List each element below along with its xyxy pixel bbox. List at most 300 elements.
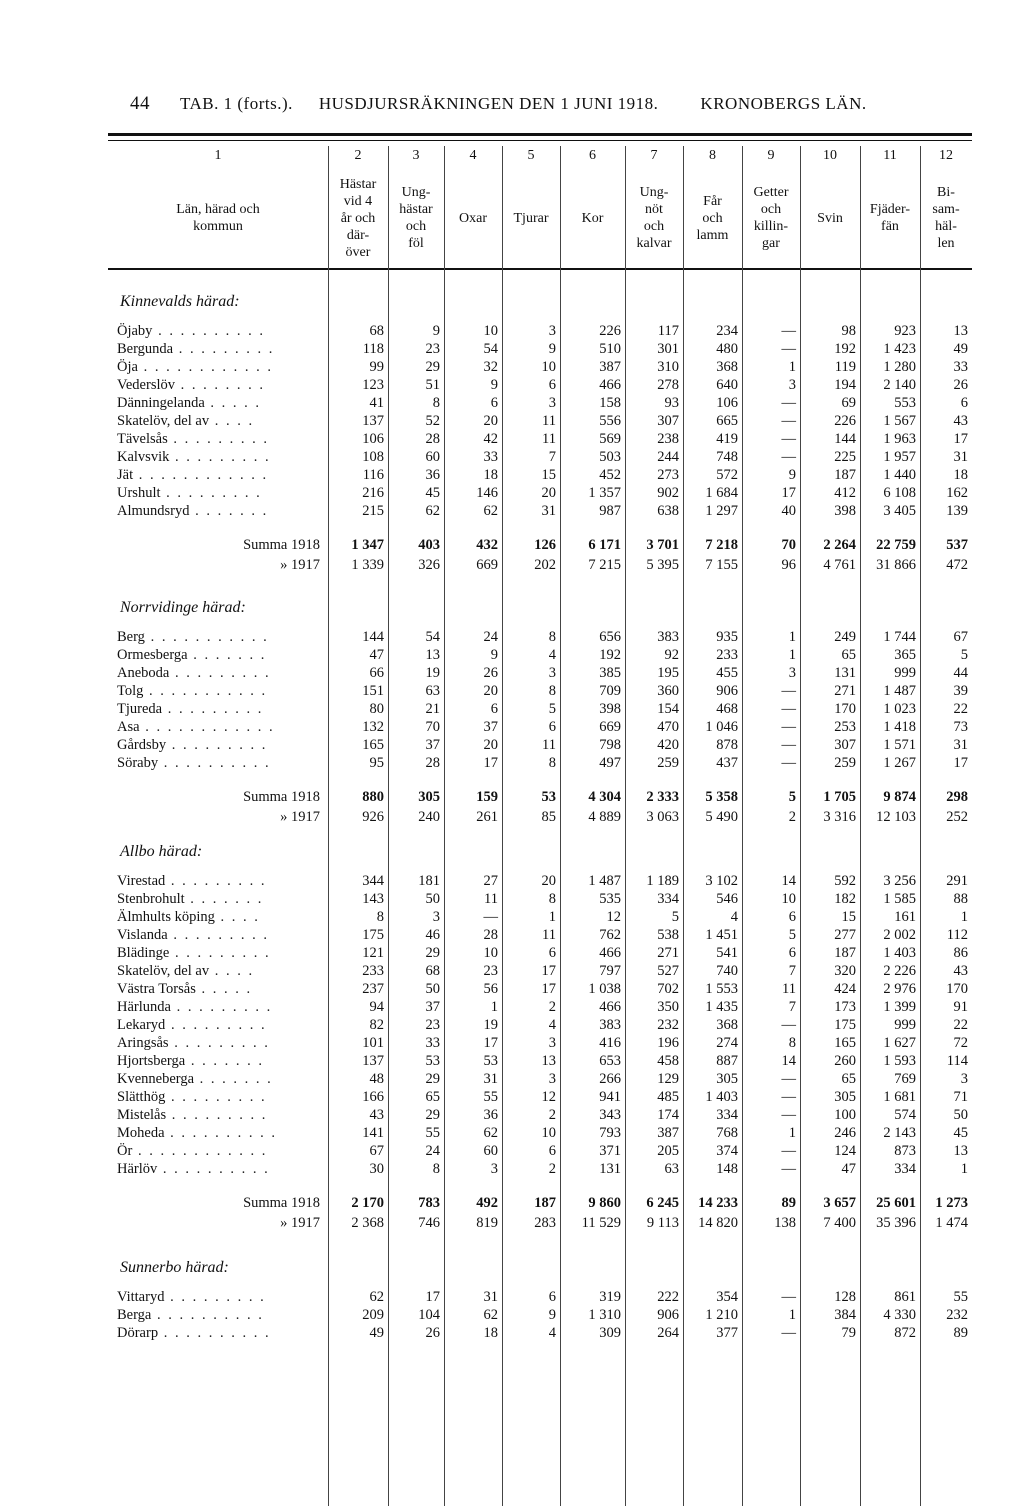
table-cell: 2 226	[883, 963, 916, 979]
table-cell: 6	[548, 1143, 556, 1159]
table-cell: 3 405	[883, 503, 916, 519]
table-cell: 3	[960, 1071, 968, 1087]
table-cell: 2 143	[883, 1125, 916, 1141]
sum-label: » 1917	[280, 1215, 320, 1231]
table-cell: 383	[657, 629, 679, 645]
table-cell: 39	[953, 683, 968, 699]
table-cell: 73	[953, 719, 968, 735]
table-row	[108, 1016, 972, 1034]
table-cell: —	[781, 323, 796, 339]
table-cell: 7 400	[823, 1215, 856, 1231]
table-cell: 139	[946, 503, 968, 519]
table-cell: 926	[362, 809, 384, 825]
table-cell: 546	[716, 891, 738, 907]
municipality-name	[117, 394, 329, 412]
table-cell: 653	[599, 1053, 621, 1069]
table-cell: 226	[599, 323, 621, 339]
table-cell: 2 333	[646, 789, 679, 805]
table-cell: 94	[369, 999, 384, 1015]
municipality-label: Vederslöv	[117, 377, 175, 393]
table-cell: 19	[483, 1017, 498, 1033]
table-cell: 71	[953, 1089, 968, 1105]
table-cell: 6 171	[588, 537, 621, 553]
municipality-label: Kvenneberga	[117, 1071, 195, 1087]
table-cell: 305	[418, 789, 440, 805]
table-cell: 8	[548, 755, 556, 771]
table-cell: 887	[716, 1053, 738, 1069]
table-cell: 138	[774, 1215, 796, 1231]
table-cell: 70	[425, 719, 440, 735]
table-cell: 100	[834, 1107, 856, 1123]
table-cell: —	[781, 1161, 796, 1177]
table-cell: 8	[432, 395, 440, 411]
municipality-name	[117, 466, 329, 484]
table-cell: 419	[716, 431, 738, 447]
table-cell: 50	[425, 981, 440, 997]
municipality-label: Härlöv	[117, 1161, 158, 1177]
table-cell: 53	[483, 1053, 498, 1069]
table-cell: 202	[534, 557, 556, 573]
table-cell: 26	[425, 1325, 440, 1341]
municipality-name	[117, 890, 329, 908]
table-cell: 266	[599, 1071, 621, 1087]
table-row	[108, 1324, 972, 1342]
table-cell: 22	[953, 1017, 968, 1033]
column-header: Getter och killin- gar	[753, 185, 789, 251]
table-cell: 935	[716, 629, 738, 645]
table-cell: 1 744	[883, 629, 916, 645]
table-cell: 497	[599, 755, 621, 771]
table-cell: 240	[418, 809, 440, 825]
table-cell: 68	[369, 323, 384, 339]
table-cell: 7	[788, 963, 796, 979]
leader-dots: . . . . . . .	[194, 1071, 273, 1087]
table-cell: 4	[548, 647, 556, 663]
table-cell: 68	[425, 963, 440, 979]
table-row	[108, 872, 972, 890]
table-cell: 4	[730, 909, 738, 925]
table-cell: 6 108	[883, 485, 916, 501]
table-cell: 10	[781, 891, 796, 907]
municipality-label: Öjaby	[117, 323, 153, 339]
table-cell: 48	[369, 1071, 384, 1087]
table-cell: 8	[788, 1035, 796, 1051]
table-cell: 273	[657, 467, 679, 483]
table-reference: TAB. 1 (forts.).	[180, 94, 293, 113]
table-cell: 65	[841, 1071, 856, 1087]
table-cell: 902	[657, 485, 679, 501]
table-cell: 334	[894, 1161, 916, 1177]
table-cell: 274	[716, 1035, 738, 1051]
table-cell: 3	[490, 1161, 498, 1177]
table-cell: 480	[716, 341, 738, 357]
table-cell: 4 761	[823, 557, 856, 573]
table-cell: 20	[541, 485, 556, 501]
municipality-name	[117, 664, 329, 682]
table-cell: 36	[425, 467, 440, 483]
table-cell: 3	[432, 909, 440, 925]
table-cell: 466	[599, 999, 621, 1015]
table-cell: 1 705	[823, 789, 856, 805]
table-cell: 11	[542, 431, 556, 447]
table-cell: 28	[425, 755, 440, 771]
table-cell: 37	[425, 999, 440, 1015]
leader-dots: . . . .	[209, 963, 255, 979]
sum-row-1918	[108, 788, 972, 806]
table-cell: 1 593	[883, 1053, 916, 1069]
table-cell: 6	[788, 945, 796, 961]
table-cell: 114	[946, 1053, 968, 1069]
municipality-label: Öja	[117, 359, 138, 375]
table-cell: 260	[834, 1053, 856, 1069]
table-cell: 14 820	[698, 1215, 738, 1231]
table-cell: 5 395	[646, 557, 679, 573]
table-row	[108, 754, 972, 772]
table-cell: 9	[432, 323, 440, 339]
table-cell: 468	[716, 701, 738, 717]
table-cell: 2 264	[823, 537, 856, 553]
table-cell: 768	[716, 1125, 738, 1141]
table-cell: 29	[425, 359, 440, 375]
table-cell: 2 140	[883, 377, 916, 393]
table-cell: 21	[425, 701, 440, 717]
table-cell: 106	[716, 395, 738, 411]
table-cell: 432	[476, 537, 498, 553]
table-cell: 62	[483, 1125, 498, 1141]
municipality-name	[117, 358, 329, 376]
table-cell: 455	[716, 665, 738, 681]
table-cell: 10	[483, 945, 498, 961]
table-cell: 11 529	[581, 1215, 621, 1231]
table-cell: 1 451	[705, 927, 738, 943]
table-cell: 18	[953, 467, 968, 483]
table-cell: 137	[362, 1053, 384, 1069]
table-cell: —	[781, 701, 796, 717]
municipality-label: Ormesberga	[117, 647, 188, 663]
table-cell: 192	[599, 647, 621, 663]
column-header: Får och lamm	[696, 193, 729, 243]
table-cell: 377	[716, 1325, 738, 1341]
table-cell: 762	[599, 927, 621, 943]
municipality-name	[117, 754, 329, 772]
table-cell: 25 601	[876, 1195, 916, 1211]
table-cell: 6	[548, 945, 556, 961]
leader-dots: . . . . . . .	[184, 891, 264, 907]
table-cell: 7 215	[588, 557, 621, 573]
table-cell: 368	[716, 359, 738, 375]
column-header: Ung- hästar och föl	[399, 185, 433, 251]
table-cell: 298	[946, 789, 968, 805]
table-cell: 119	[834, 359, 856, 375]
sum-label: Summa 1918	[243, 789, 320, 805]
municipality-name	[117, 1288, 329, 1306]
table-row	[108, 340, 972, 358]
table-cell: 46	[425, 927, 440, 943]
municipality-label: Tolg	[117, 683, 144, 699]
table-cell: 49	[953, 341, 968, 357]
table-cell: 252	[946, 809, 968, 825]
table-cell: 173	[834, 999, 856, 1015]
table-cell: 99	[369, 359, 384, 375]
table-cell: 1 038	[588, 981, 621, 997]
table-cell: 3	[788, 377, 796, 393]
table-cell: 387	[657, 1125, 679, 1141]
table-cell: 1 571	[883, 737, 916, 753]
table-cell: 12	[606, 909, 621, 925]
table-cell: 20	[483, 683, 498, 699]
column-number: 1	[214, 148, 222, 163]
table-cell: 17	[781, 485, 796, 501]
table-cell: 485	[657, 1089, 679, 1105]
table-cell: 12 103	[876, 809, 916, 825]
table-cell: 1 435	[705, 999, 738, 1015]
table-cell: 1	[548, 909, 556, 925]
table-cell: 33	[953, 359, 968, 375]
sum-label: » 1917	[280, 557, 320, 573]
table-cell: 334	[716, 1107, 738, 1123]
table-cell: 196	[657, 1035, 679, 1051]
table-row	[108, 700, 972, 718]
table-cell: 319	[599, 1289, 621, 1305]
column-number: 11	[883, 148, 897, 163]
table-cell: 43	[953, 963, 968, 979]
table-cell: 6	[490, 395, 498, 411]
table-cell: 50	[425, 891, 440, 907]
leader-dots: . . . . . . . . .	[167, 927, 269, 943]
table-row	[108, 664, 972, 682]
municipality-name	[117, 944, 329, 962]
leader-dots: . . . . . . .	[187, 647, 267, 663]
leader-dots: . . . . . . . . . . . .	[139, 719, 275, 735]
table-cell: 23	[425, 1017, 440, 1033]
leader-dots: . . . . . . . . . .	[158, 1325, 271, 1341]
leader-dots: . . . . . . . . .	[165, 1089, 267, 1105]
table-cell: 31 866	[876, 557, 916, 573]
leader-dots: . . . . . . . .	[175, 377, 265, 393]
table-row	[108, 430, 972, 448]
table-cell: 819	[476, 1215, 498, 1231]
leader-dots: . . . . . . . . .	[169, 665, 271, 681]
table-row	[108, 1088, 972, 1106]
table-cell: 3 316	[823, 809, 856, 825]
table-cell: 1 267	[883, 755, 916, 771]
table-cell: 15	[541, 467, 556, 483]
table-cell: 6 245	[646, 1195, 679, 1211]
table-cell: 872	[894, 1325, 916, 1341]
table-cell: 19	[425, 665, 440, 681]
table-cell: 6	[490, 701, 498, 717]
table-cell: 403	[418, 537, 440, 553]
table-cell: 6	[548, 377, 556, 393]
table-cell: 31	[953, 449, 968, 465]
table-cell: 165	[362, 737, 384, 753]
table-cell: 9	[548, 1307, 556, 1323]
municipality-name	[117, 412, 329, 430]
table-cell: 458	[657, 1053, 679, 1069]
table-cell: 31	[953, 737, 968, 753]
table-cell: 13	[953, 323, 968, 339]
table-cell: 4 304	[588, 789, 621, 805]
table-cell: 291	[946, 873, 968, 889]
column-header: Ung- nöt och kalvar	[636, 185, 672, 251]
table-cell: 1 347	[351, 537, 384, 553]
table-cell: 387	[599, 359, 621, 375]
table-cell: 151	[362, 683, 384, 699]
table-cell: 129	[657, 1071, 679, 1087]
table-cell: 466	[599, 377, 621, 393]
table-cell: 13	[541, 1053, 556, 1069]
table-cell: 237	[362, 981, 384, 997]
municipality-name	[117, 1106, 329, 1124]
table-cell: 24	[483, 629, 498, 645]
leader-dots: . . . . .	[204, 395, 262, 411]
table-cell: 246	[834, 1125, 856, 1141]
sum-row-1917	[108, 1214, 972, 1232]
table-cell: —	[781, 1071, 796, 1087]
table-cell: 880	[362, 789, 384, 805]
municipality-name	[117, 962, 329, 980]
table-cell: 89	[953, 1325, 968, 1341]
table-cell: 334	[657, 891, 679, 907]
table-cell: 26	[483, 665, 498, 681]
table-cell: 2 170	[351, 1195, 384, 1211]
table-cell: 14 233	[698, 1195, 738, 1211]
table-cell: 104	[418, 1307, 440, 1323]
table-cell: 3 102	[705, 873, 738, 889]
table-cell: 112	[946, 927, 968, 943]
leader-dots: . . . . . . . . .	[164, 1289, 266, 1305]
table-cell: 1 357	[588, 485, 621, 501]
table-row	[108, 998, 972, 1016]
municipality-label: Hjortsberga	[117, 1053, 186, 1069]
municipality-name	[117, 1070, 329, 1088]
table-cell: 20	[541, 873, 556, 889]
leader-dots: . . . . . . . . . .	[158, 755, 271, 771]
table-cell: 182	[834, 891, 856, 907]
table-cell: —	[781, 431, 796, 447]
municipality-name	[117, 998, 329, 1016]
table-cell: 2	[788, 809, 796, 825]
table-cell: 271	[834, 683, 856, 699]
table-cell: 41	[369, 395, 384, 411]
table-cell: 261	[476, 809, 498, 825]
table-cell: 305	[716, 1071, 738, 1087]
table-cell: 9	[490, 377, 498, 393]
table-cell: 205	[657, 1143, 679, 1159]
table-row	[108, 1288, 972, 1306]
table-cell: —	[781, 1143, 796, 1159]
municipality-label: Bergunda	[117, 341, 174, 357]
table-cell: 8	[548, 891, 556, 907]
table-cell: 124	[834, 1143, 856, 1159]
table-cell: 861	[894, 1289, 916, 1305]
table-cell: 640	[716, 377, 738, 393]
table-cell: 22 759	[876, 537, 916, 553]
table-cell: 79	[841, 1325, 856, 1341]
table-cell: 1 310	[588, 1307, 621, 1323]
table-cell: 44	[953, 665, 968, 681]
table-cell: —	[781, 395, 796, 411]
municipality-label: Berg	[117, 629, 145, 645]
table-cell: 1 585	[883, 891, 916, 907]
table-cell: 1 474	[935, 1215, 968, 1231]
column-number: 10	[823, 148, 837, 163]
table-cell: 131	[834, 665, 856, 681]
leader-dots: . . . . . . . . . .	[151, 1307, 264, 1323]
leader-dots: . . . . . . . . .	[165, 873, 267, 889]
table-cell: 1	[788, 359, 796, 375]
header-rule-thick	[108, 133, 972, 136]
column-number: 12	[939, 148, 953, 163]
table-cell: 1 023	[883, 701, 916, 717]
table-cell: 9 860	[588, 1195, 621, 1211]
table-cell: 37	[425, 737, 440, 753]
table-cell: 162	[946, 485, 968, 501]
table-cell: 132	[362, 719, 384, 735]
table-cell: 669	[599, 719, 621, 735]
table-cell: 43	[369, 1107, 384, 1123]
table-cell: 216	[362, 485, 384, 501]
table-cell: 3	[788, 665, 796, 681]
table-cell: 9 113	[646, 1215, 679, 1231]
table-cell: 2 976	[883, 981, 916, 997]
leader-dots: . . . . . . . . . . .	[143, 683, 268, 699]
table-row	[108, 628, 972, 646]
page-title: HUSDJURSRÄKNINGEN DEN 1 JUNI 1918.	[318, 94, 659, 113]
district-heading: Allbo härad:	[120, 843, 203, 860]
table-cell: 234	[716, 323, 738, 339]
table-cell: 2 368	[351, 1215, 384, 1231]
table-cell: 669	[476, 557, 498, 573]
table-cell: 17	[953, 755, 968, 771]
municipality-label: Tävelsås	[117, 431, 168, 447]
column-number: 2	[354, 148, 362, 163]
column-header: Tjurar	[513, 210, 549, 226]
table-cell: 187	[834, 945, 856, 961]
leader-dots: . . . . . . . . . .	[157, 1161, 270, 1177]
table-cell: 1 273	[935, 1195, 968, 1211]
table-cell: 17	[953, 431, 968, 447]
district-heading: Sunnerbo härad:	[120, 1259, 229, 1276]
municipality-name	[117, 736, 329, 754]
table-cell: —	[781, 755, 796, 771]
table-cell: 987	[599, 503, 621, 519]
column-number: 6	[589, 148, 596, 163]
table-cell: 6	[788, 909, 796, 925]
municipality-label: Almundsryd	[117, 503, 190, 519]
table-cell: 209	[362, 1307, 384, 1323]
table-cell: 30	[369, 1161, 384, 1177]
leader-dots: . . . . . . . . .	[160, 485, 262, 501]
table-cell: 307	[834, 737, 856, 753]
table-cell: 63	[664, 1161, 679, 1177]
table-cell: 740	[716, 963, 738, 979]
table-cell: 1 684	[705, 485, 738, 501]
district-heading: Norrvidinge härad:	[120, 599, 246, 616]
municipality-label: Tjureda	[117, 701, 163, 717]
municipality-name	[117, 1034, 329, 1052]
table-row	[108, 890, 972, 908]
table-cell: 148	[716, 1161, 738, 1177]
table-cell: 278	[657, 377, 679, 393]
municipality-name	[117, 340, 329, 358]
table-cell: 1 487	[883, 683, 916, 699]
table-cell: 194	[834, 377, 856, 393]
table-cell: 12	[541, 1089, 556, 1105]
municipality-name	[117, 628, 329, 646]
table-cell: 33	[483, 449, 498, 465]
leader-dots: . . . . . . . . .	[168, 1035, 270, 1051]
